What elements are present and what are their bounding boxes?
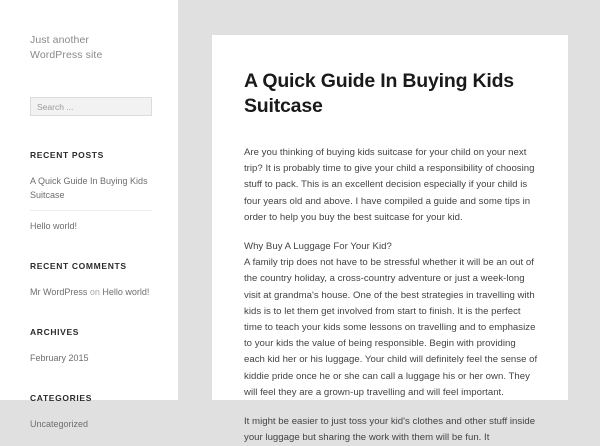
widget-recent-comments bbox=[30, 261, 152, 299]
recent-post-link-1[interactable]: A Quick Guide In Buying Kids Suitcase bbox=[30, 176, 148, 200]
article-card bbox=[212, 35, 568, 444]
article-body bbox=[244, 145, 538, 446]
widget-title-recent-posts: RECENT POSTS bbox=[30, 150, 104, 160]
list-item[interactable] bbox=[30, 351, 152, 365]
widget-title-categories: CATEGORIES bbox=[30, 393, 93, 403]
widget-title-archives: ARCHIVES bbox=[30, 327, 80, 337]
archive-link-february-2015[interactable]: February 2015 bbox=[30, 353, 89, 363]
recent-posts-list bbox=[30, 174, 152, 233]
widget-title-recent-comments: RECENT COMMENTS bbox=[30, 261, 127, 271]
comment-author-link[interactable]: Mr WordPress bbox=[30, 287, 88, 297]
article-subheading: Why Buy A Luggage For Your Kid? bbox=[244, 241, 392, 253]
widget-recent-posts bbox=[30, 150, 152, 233]
categories-list bbox=[30, 417, 152, 431]
search-input[interactable] bbox=[30, 97, 152, 116]
article-paragraph-1: Are you thinking of buying kids suitcase for your child on your next trip? It is probably time to give your child a responsibility of choosing stuff to pack. This is an excellent decision especially if your child is four years old and above. I have compiled a guide and some tips in order to help you buy the best suitcase for your kid. bbox=[244, 147, 535, 223]
widget-archives bbox=[30, 327, 152, 365]
recent-post-link-2[interactable]: Hello world! bbox=[30, 221, 78, 231]
list-item[interactable] bbox=[30, 219, 152, 233]
recent-comments-list bbox=[30, 285, 152, 299]
sidebar bbox=[0, 0, 178, 429]
article-paragraph-2: A family trip does not have to be stressful whether it will be an out of the country holiday, a cross-country adventure or just a week-long visit at grandma's house. One of the best strategies in travelling with kids is to let them get involved from start to finish. It is the perfect time to teach your kids some lessons on travelling and to emphasize to your kids the value of being responsible. Begin with providing each kid her or his luggage. Your child will definitely feel the sense of kiddie pride once he or she can call a luggage his or her own. They will feel they are a grown-up travelling and will feel important. bbox=[244, 257, 538, 398]
list-item[interactable] bbox=[30, 417, 152, 431]
article-paragraph-3: It might be easier to just toss your kid's clothes and other stuff inside your luggage but sharing the work with them will be fun. It bbox=[244, 416, 536, 444]
comment-post-link[interactable]: Hello world! bbox=[102, 287, 150, 297]
category-link-uncategorized[interactable]: Uncategorized bbox=[30, 419, 89, 429]
list-item[interactable] bbox=[30, 285, 152, 299]
widget-categories bbox=[30, 393, 152, 431]
search-form bbox=[30, 97, 152, 116]
page-title: A Quick Guide In Buying Kids Suitcase bbox=[244, 70, 514, 117]
list-item[interactable] bbox=[30, 174, 152, 211]
archives-list bbox=[30, 351, 152, 365]
site-description: Just another WordPress site bbox=[30, 34, 103, 61]
comment-connector: on bbox=[89, 287, 100, 297]
